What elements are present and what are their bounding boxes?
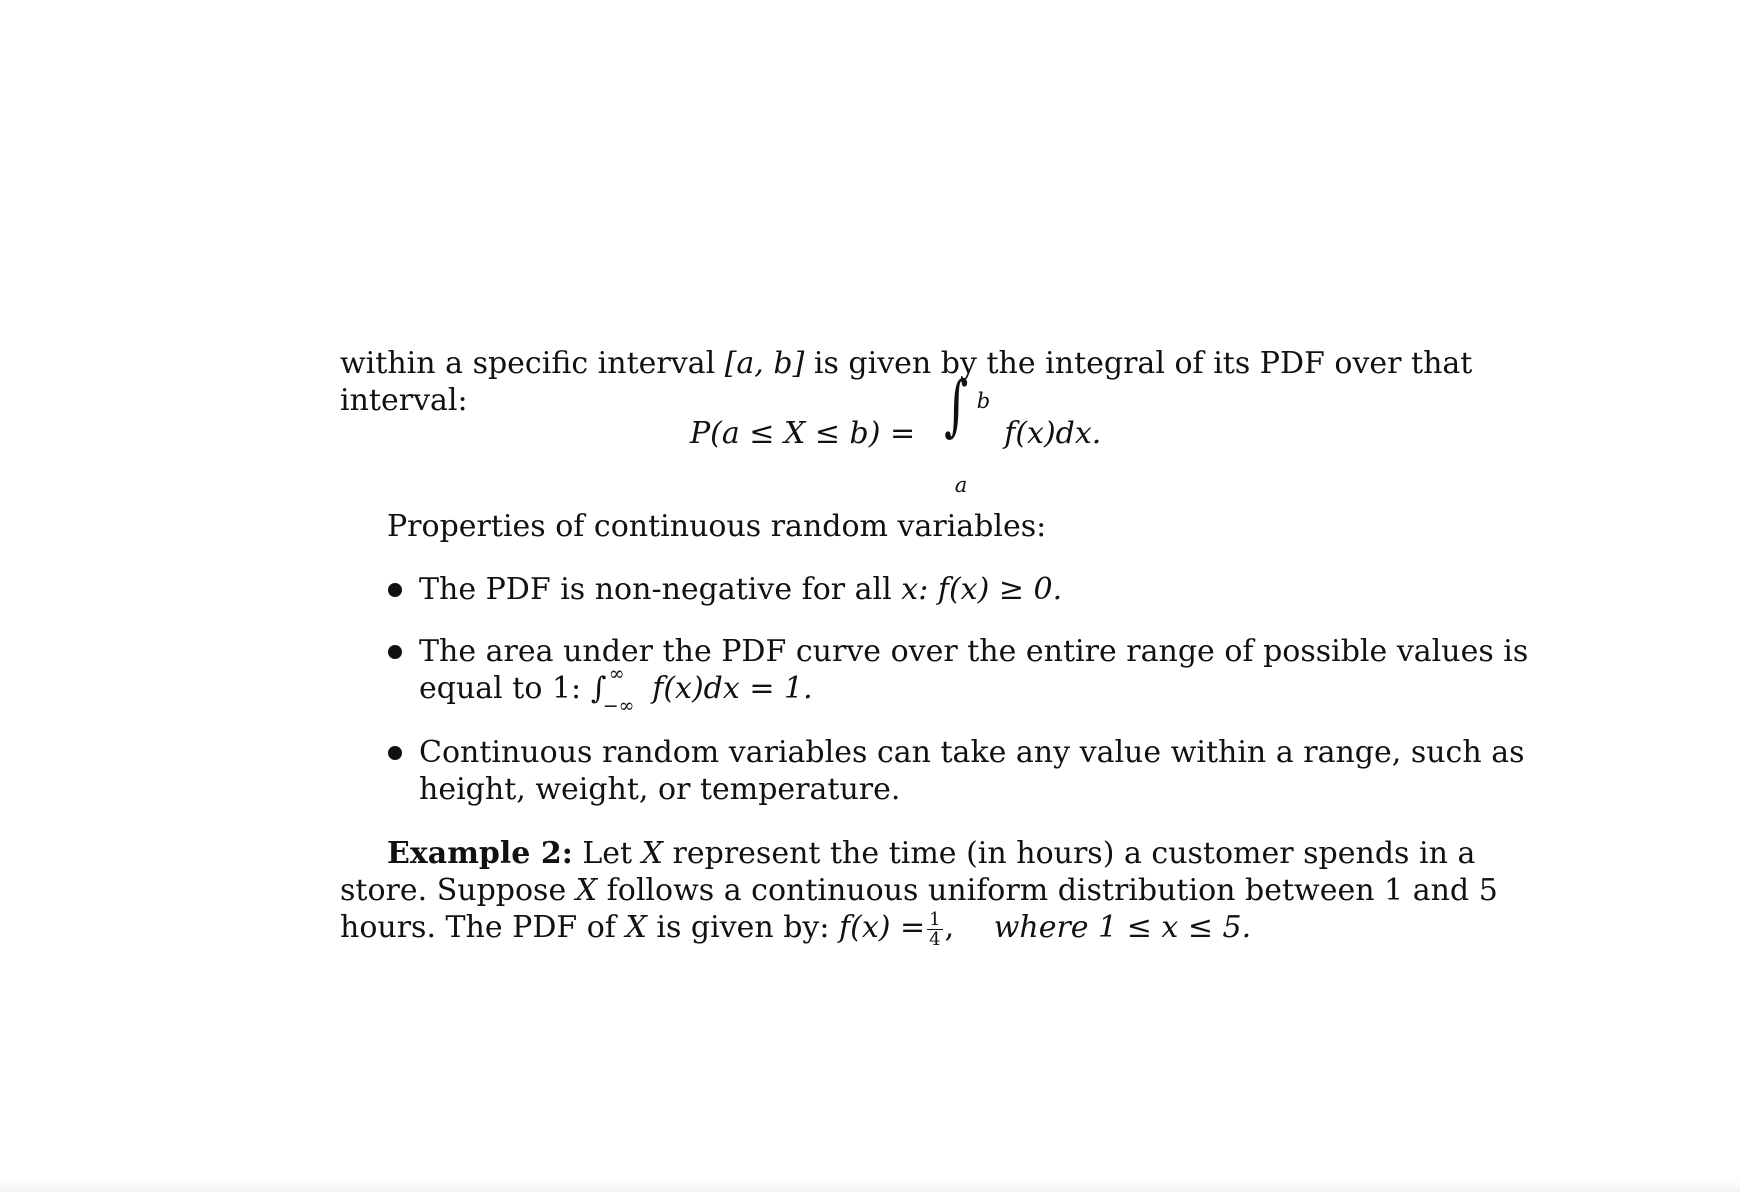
inline-integral: ∫ ∞ −∞	[591, 670, 643, 707]
word: integral	[1045, 346, 1165, 381]
bullet-item-3-line-2: height, weight, or temperature.	[419, 772, 901, 807]
word: a	[1123, 836, 1142, 871]
word: PDF	[1259, 346, 1325, 381]
word: possible	[1263, 634, 1388, 669]
word: interval	[597, 346, 716, 381]
bullet-2-text: equal to 1:	[419, 671, 582, 706]
fraction	[927, 910, 942, 949]
word: spends	[1303, 836, 1410, 871]
bullet-1-math: f(x) ≥ 0.	[937, 572, 1063, 607]
word: 5	[1478, 873, 1498, 908]
word: the	[967, 634, 1017, 669]
word: Suppose	[436, 873, 567, 908]
word: within	[1170, 735, 1267, 770]
bullet-item-1	[419, 571, 1426, 608]
example-line-3	[340, 909, 1426, 949]
bullet-1-text: The PDF is non-negative for all	[419, 572, 892, 607]
example-range: 1 ≤ x ≤ 5.	[1098, 910, 1252, 945]
word: hours)	[1016, 836, 1115, 871]
bullet-icon	[388, 746, 402, 760]
word: curve	[795, 634, 882, 669]
bullet-item-2-line-1	[419, 633, 1529, 670]
example-var-x: X	[625, 910, 647, 945]
paragraph-line-2: interval:	[340, 383, 468, 418]
bullet-icon	[388, 645, 402, 659]
word: The	[419, 634, 477, 669]
display-equation	[690, 367, 1102, 497]
equation-lhs: P(a ≤ X ≤ b) =	[690, 416, 916, 451]
example-line-2	[340, 872, 1498, 909]
bullet-icon	[388, 583, 402, 597]
word: over	[1334, 346, 1402, 381]
example-label: Example 2:	[387, 836, 573, 871]
bullet-1-var: x:	[901, 572, 929, 607]
example-where: where	[993, 910, 1089, 945]
word: can	[876, 735, 931, 770]
word: variables	[728, 735, 868, 770]
word: Continuous	[419, 735, 593, 770]
integral-lower-bound: a	[954, 473, 968, 497]
example-comma: ,	[944, 910, 955, 945]
word: is	[813, 346, 839, 381]
word: the	[830, 836, 880, 871]
example-line-1	[387, 835, 1476, 872]
word: values	[1396, 634, 1494, 669]
word: in	[1418, 836, 1448, 871]
word: within	[340, 346, 436, 381]
word: area	[485, 634, 554, 669]
word: time	[888, 836, 957, 871]
word: [a, b]	[724, 346, 805, 381]
word: entire	[1025, 634, 1117, 669]
word: 1	[1384, 873, 1404, 908]
word: a	[1457, 836, 1476, 871]
properties-heading: Properties of continuous random variables:	[387, 509, 1047, 544]
word: random	[601, 735, 720, 770]
word: customer	[1151, 836, 1294, 871]
fraction-denominator: 4	[929, 928, 941, 950]
word: a	[1275, 735, 1294, 770]
word: of	[1224, 634, 1254, 669]
word: any	[1015, 735, 1071, 770]
example-text-2: is given by:	[656, 910, 830, 945]
word: value	[1079, 735, 1162, 770]
word: represent	[672, 836, 821, 871]
inline-integral-upper: ∞	[608, 663, 625, 685]
example-fx: f(x) =	[839, 910, 926, 945]
word: range	[1126, 634, 1215, 669]
word: take	[940, 735, 1007, 770]
word: such	[1410, 735, 1482, 770]
bullet-2-math: f(x)dx = 1.	[652, 671, 813, 706]
fraction-numerator: 1	[929, 908, 941, 930]
word: that	[1411, 346, 1473, 381]
word: its	[1213, 346, 1251, 381]
paragraph-line-1	[340, 345, 1473, 382]
inline-integral-lower: −∞	[602, 695, 635, 717]
word: over	[890, 634, 958, 669]
word: the	[986, 346, 1036, 381]
integral-sign: ∫ b a	[925, 405, 995, 465]
word: by	[940, 346, 977, 381]
word: a	[445, 346, 464, 381]
word: a	[723, 873, 742, 908]
word: (in	[966, 836, 1007, 871]
word: store.	[340, 873, 428, 908]
word: X	[641, 836, 663, 871]
word: of	[1174, 346, 1204, 381]
equation-integrand: f(x)dx.	[1004, 416, 1102, 451]
word: is	[1503, 634, 1529, 669]
word: PDF	[721, 634, 787, 669]
word: follows	[606, 873, 715, 908]
word: under	[563, 634, 654, 669]
word: the	[662, 634, 712, 669]
example-text: hours. The PDF of	[340, 910, 616, 945]
word: and	[1412, 873, 1470, 908]
word: continuous	[751, 873, 919, 908]
integral-upper-bound: b	[976, 389, 991, 413]
word: Let	[582, 836, 633, 871]
word: between	[1245, 873, 1375, 908]
page-bottom-shadow	[0, 1178, 1740, 1192]
word: distribution	[1057, 873, 1236, 908]
bullet-item-2-line-2	[419, 663, 1426, 717]
word: given	[848, 346, 932, 381]
bullet-item-3-line-1	[419, 734, 1525, 771]
word: range,	[1303, 735, 1402, 770]
word: specific	[472, 346, 589, 381]
word: X	[575, 873, 598, 908]
word: as	[1491, 735, 1525, 770]
word: uniform	[927, 873, 1049, 908]
